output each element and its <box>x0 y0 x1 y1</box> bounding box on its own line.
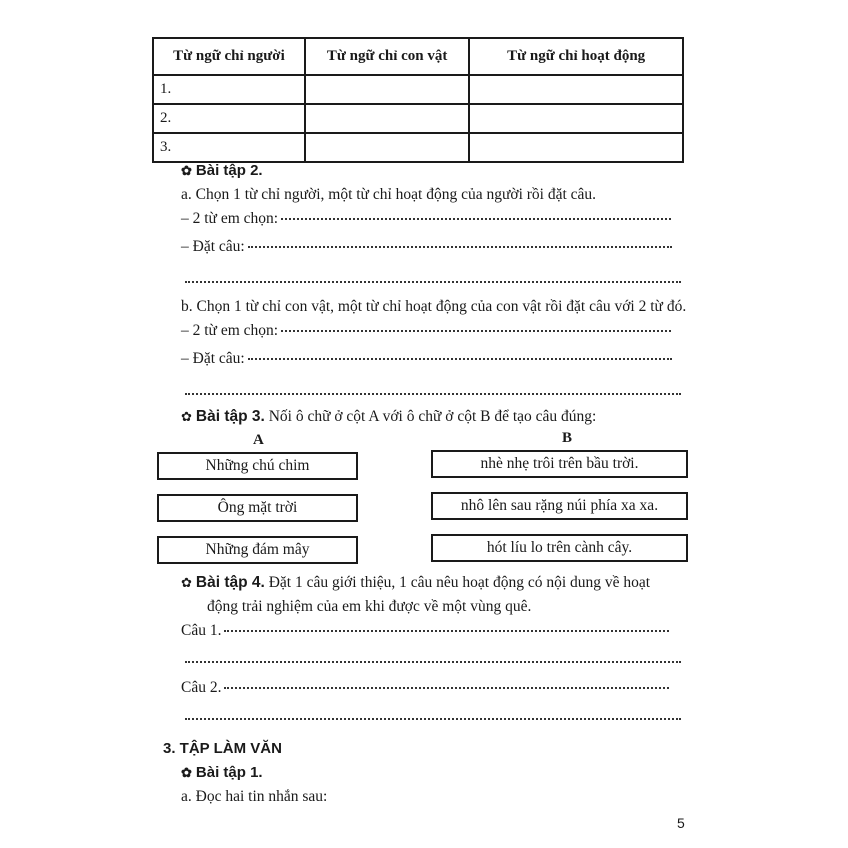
ex4-cau1 <box>181 622 669 640</box>
ex4-cau2 <box>181 679 669 697</box>
ex2-b-choose <box>181 322 671 340</box>
section3-title: 3. TẬP LÀM VĂN <box>163 740 282 757</box>
page-number: 5 <box>677 815 685 831</box>
ex3-heading <box>181 408 596 426</box>
ex3-title: Bài tập 3. <box>195 408 265 425</box>
answer-line[interactable] <box>185 718 681 720</box>
table-cell: 3. <box>153 133 305 162</box>
match-box-a[interactable]: Những chú chim <box>157 452 358 480</box>
table-cell: 2. <box>153 104 305 133</box>
table-header-row <box>153 38 683 75</box>
ex2-a-sentence <box>181 238 672 256</box>
table-cell[interactable] <box>469 133 683 162</box>
table-row <box>153 104 683 133</box>
answer-line[interactable] <box>224 686 669 689</box>
ex2-a-sentence-label: – Đặt câu: <box>181 238 245 255</box>
ex2-heading <box>181 162 263 179</box>
section3-ex1-a: a. Đọc hai tin nhắn sau: <box>181 788 328 805</box>
match-box-b[interactable]: nhô lên sau rặng núi phía xa xa. <box>431 492 688 520</box>
match-box-b[interactable]: nhè nhẹ trôi trên bầu trời. <box>431 450 688 478</box>
table-cell[interactable] <box>469 75 683 104</box>
table-cell[interactable] <box>305 133 469 162</box>
ex4-instruction-2: động trải nghiệm của em khi được về một vùng quê. <box>207 598 532 615</box>
flower-icon: ✿ <box>181 409 192 424</box>
flower-icon: ✿ <box>181 765 192 780</box>
ex2-a-instruction: a. Chọn 1 từ chỉ người, một từ chỉ hoạt động của người rồi đặt câu. <box>181 186 597 203</box>
ex4-title: Bài tập 4. <box>195 574 265 591</box>
table-cell[interactable] <box>469 104 683 133</box>
table-cell[interactable] <box>305 104 469 133</box>
column-b-label: B <box>562 430 573 446</box>
ex3-instruction: Nối ô chữ ở cột A với ô chữ ở cột B để tạo câu đúng: <box>264 408 597 425</box>
ex4-cau1-label: Câu 1. <box>181 622 222 639</box>
ex4-cau2-label: Câu 2. <box>181 679 222 696</box>
table-cell: 1. <box>153 75 305 104</box>
ex4-heading <box>181 574 650 592</box>
answer-line[interactable] <box>281 217 671 220</box>
table-header: Từ ngữ chỉ người <box>153 38 305 75</box>
answer-line[interactable] <box>185 281 681 283</box>
answer-line[interactable] <box>248 357 672 360</box>
word-table <box>152 37 684 163</box>
answer-line[interactable] <box>281 329 671 332</box>
flower-icon: ✿ <box>181 163 192 178</box>
ex2-b-sentence <box>181 350 672 368</box>
answer-line[interactable] <box>248 245 672 248</box>
match-box-a[interactable]: Những đám mây <box>157 536 358 564</box>
match-box-a[interactable]: Ông mặt trời <box>157 494 358 522</box>
answer-line[interactable] <box>185 393 681 395</box>
table-row <box>153 75 683 104</box>
section3-ex1-title: Bài tập 1. <box>195 764 263 781</box>
table-header: Từ ngữ chỉ hoạt động <box>469 38 683 75</box>
answer-line[interactable] <box>224 629 669 632</box>
answer-line[interactable] <box>185 661 681 663</box>
table-header: Từ ngữ chỉ con vật <box>305 38 469 75</box>
section3-ex1-heading <box>181 764 263 781</box>
table-cell[interactable] <box>305 75 469 104</box>
ex2-a-choose <box>181 210 671 228</box>
ex2-a-choose-label: – 2 từ em chọn: <box>181 210 279 227</box>
match-box-b[interactable]: hót líu lo trên cành cây. <box>431 534 688 562</box>
table-row <box>153 133 683 162</box>
ex2-b-choose-label: – 2 từ em chọn: <box>181 322 279 339</box>
ex4-instruction-1: Đặt 1 câu giới thiệu, 1 câu nêu hoạt động có nội dung về hoạt <box>264 574 651 591</box>
ex2-title: Bài tập 2. <box>195 162 263 179</box>
ex2-b-sentence-label: – Đặt câu: <box>181 350 245 367</box>
ex2-b-instruction: b. Chọn 1 từ chỉ con vật, một từ chỉ hoạt động của con vật rồi đặt câu với 2 từ đó. <box>181 298 687 315</box>
flower-icon: ✿ <box>181 575 192 590</box>
column-a-label: A <box>253 432 264 448</box>
